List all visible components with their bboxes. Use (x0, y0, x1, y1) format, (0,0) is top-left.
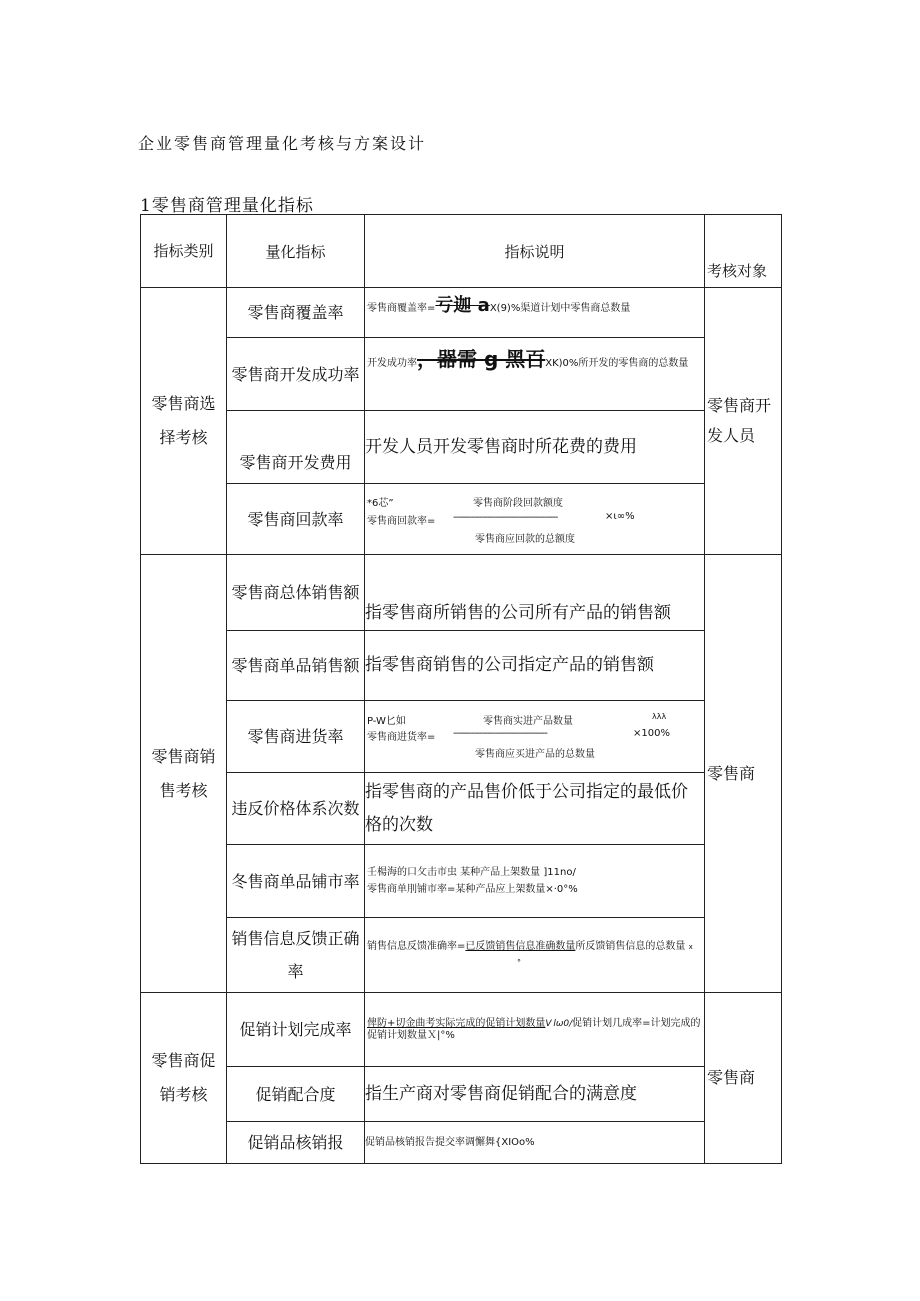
description-cell: 指零售商所销售的公司所有产品的销售额 (365, 555, 705, 631)
indicator-table (140, 214, 782, 1164)
header-category: 指标类别 (141, 215, 227, 288)
table-row (141, 631, 782, 701)
section-title: 1零售商管理量化指标 (140, 196, 314, 216)
table-row (141, 918, 782, 993)
indicator-cell: 冬售商单品铺市率 (227, 845, 365, 918)
indicator-cell: 促销品核销报 (227, 1122, 365, 1164)
document-title: 企业零售商管理量化考核与方案设计 (138, 134, 427, 153)
description-cell: P-W匕如 零售商实进产品数量 λλλ 零售商进货率= ------------------------------------ ×100% 零售商应买进产品的总数量 (365, 701, 705, 773)
table-row (141, 701, 782, 773)
description-cell: 指零售商销售的公司指定产品的销售额 (365, 631, 705, 701)
indicator-cell: 违反价格体系次数 (227, 773, 365, 845)
indicator-cell: 零售商覆盖率 (227, 288, 365, 338)
target-cell: 零售商 (705, 993, 782, 1164)
table-row (141, 484, 782, 555)
indicator-cell: 零售商总体销售额 (227, 555, 365, 631)
table-row (141, 1067, 782, 1122)
indicator-cell: 零售商回款率 (227, 484, 365, 555)
description-cell: 壬楊海的口攵击市虫 某种产品上架数量 ]11no/ 零售商单刖铺市率=某种产品应上架数量×·0°% (365, 845, 705, 918)
indicator-cell: 零售商开发费用 (227, 411, 365, 484)
description-cell: 促销品核销报告提交率调懈舞{XIOo% (365, 1122, 705, 1164)
description-cell: 指零售商的产品售价低于公司指定的最低价格的次数 (365, 773, 705, 845)
category-cell: 零售商选择考核 (141, 288, 227, 555)
category-cell: 零售商销售考核 (141, 555, 227, 993)
table-row (141, 338, 782, 411)
target-cell: 零售商 (705, 555, 782, 993)
description-cell: *6芯” 零售商阶段回款额度 零售商回款率= ---------------------------------------- ×ι∞% 零售商应回款的总额度 (365, 484, 705, 555)
table-row (141, 288, 782, 338)
indicator-cell: 促销计划完成率 (227, 993, 365, 1067)
indicator-cell: 促销配合度 (227, 1067, 365, 1122)
table-row (141, 845, 782, 918)
description-cell: 指生产商对零售商促销配合的满意度 (365, 1067, 705, 1122)
table-row (141, 993, 782, 1067)
indicator-cell: 零售商进货率 (227, 701, 365, 773)
description-cell: 俾防+切金曲考实际完成的促销计划数量V lω0/促销计划几成率=计划完成的促销计划数量Ｘ|°% (365, 993, 705, 1067)
description-cell: 销售信息反馈准确率=已反馈销售信息准确数量所反馈销售信息的总数量 $^x$ ° (365, 918, 705, 993)
header-indicator: 量化指标 (227, 215, 365, 288)
indicator-cell: 零售商单品销售额 (227, 631, 365, 701)
target-cell: 零售商开发人员 (705, 288, 782, 555)
indicator-cell: 销售信息反馈正确率 (227, 918, 365, 993)
header-description: 指标说明 (365, 215, 705, 288)
description-cell: 开发人员开发零售商时所花费的费用 (365, 411, 705, 484)
table-row (141, 411, 782, 484)
description-cell: 零售商覆盖率=亏迦 aX(9)%渠道计划中零售商总数量 (365, 288, 705, 338)
table-row (141, 1122, 782, 1164)
table-row (141, 773, 782, 845)
table-header-row (141, 215, 782, 288)
header-target: 考核对象 (705, 215, 782, 288)
indicator-cell: 零售商开发成功率 (227, 338, 365, 411)
table-row (141, 555, 782, 631)
description-cell: 开发成功率，器需 g 黑百XK)0%所开发的零售商的总数量 (365, 338, 705, 411)
category-cell: 零售商促销考核 (141, 993, 227, 1164)
